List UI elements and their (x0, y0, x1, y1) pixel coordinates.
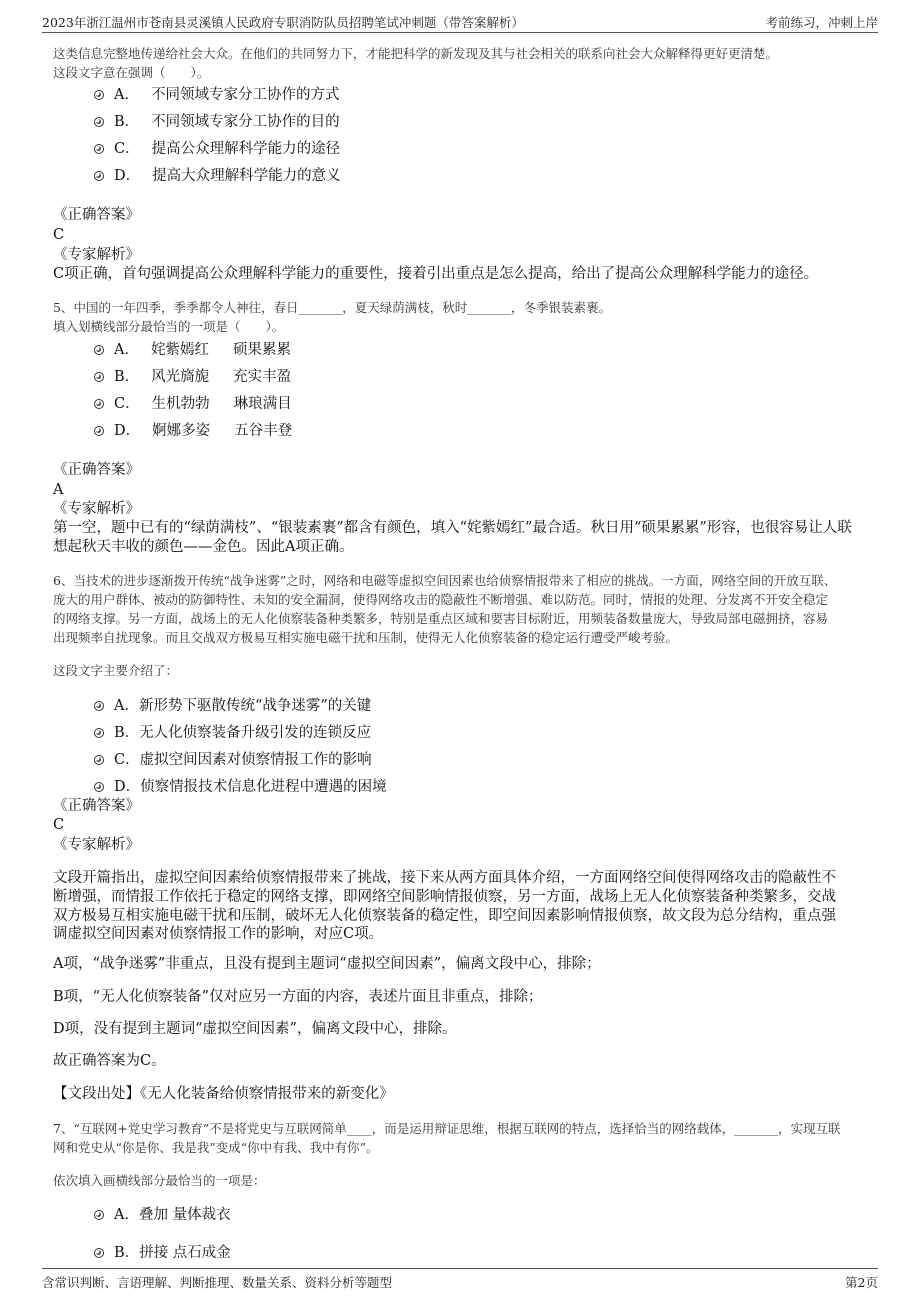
radio-icon[interactable] (94, 755, 104, 765)
radio-icon[interactable] (94, 171, 104, 181)
q6-source: 【文段出处】《无人化装备给侦察情报带来的新变化》 (53, 1086, 394, 1102)
q6-option-c[interactable]: C．虚拟空间因素对侦察情报工作的影响 (94, 750, 372, 770)
page-number: 第2页 (845, 1275, 878, 1290)
q4-option-c[interactable]: C． 提高公众理解科学能力的途径 (94, 139, 340, 159)
q6-stem-line: 6、当技术的进步逐渐拨开传统“战争迷雾”之时，网络和电磁等虚拟空间因素也给侦察情报带来了相应的挑战。一方面，网络空间的开放互联、 (53, 573, 837, 588)
radio-icon[interactable] (94, 728, 104, 738)
q5-answer-label: 《正确答案》 (53, 462, 140, 478)
page-footer (42, 1268, 878, 1291)
q4-ask: 这段文字意在强调（ ）。 (53, 65, 210, 80)
radio-icon[interactable] (94, 90, 104, 100)
q6-ask: 这段文字主要介绍了： (53, 663, 179, 678)
q6-analysis-label: 《专家解析》 (53, 837, 140, 853)
radio-icon[interactable] (94, 1210, 104, 1220)
q6-analysis-line: 断增强，而情报工作依托于稳定的网络支撑，即网络空间影响情报侦察，另一方面，战场上无人化侦察装备种类繁多，交战 (53, 889, 836, 905)
q4-analysis-label: 《专家解析》 (53, 247, 140, 263)
q6-answer-label: 《正确答案》 (53, 798, 140, 814)
q6-analysis-line: 双方极易互相实施电磁干扰和压制，破坏无人化侦察装备的稳定性，即空间因素影响情报侦察，故文段为总分结构，重点强 (53, 908, 836, 924)
q5-stem: 5、中国的一年四季，季季都令人神往，春日_______，夏天绿荫满枝，秋时_______，冬季银装素裹。 (53, 300, 611, 315)
q4-answer: C (53, 227, 65, 243)
q6-stem-line: 出现频率自扰现象。而且交战双方极易互相实施电磁干扰和压制，使得无人化侦察装备的稳定运行遭受严峻考验。 (53, 630, 679, 645)
q4-option-a[interactable]: A． 不同领域专家分工协作的方式 (94, 85, 339, 105)
q6-note-d: D项，没有提到主题词“虚拟空间因素”，偏离文段中心，排除。 (53, 1021, 457, 1037)
q4-stem-line: 这类信息完整地传递给社会大众。在他们的共同努力下，才能把科学的新发现及其与社会相关的联系向社会大众解释得更好更清楚。 (53, 46, 779, 61)
radio-icon[interactable] (94, 144, 104, 154)
page-header (42, 10, 878, 33)
document-title: 2023年浙江温州市苍南县灵溪镇人民政府专职消防队员招聘笔试冲刺题（带答案解析） (42, 15, 524, 30)
q5-option-a[interactable]: A． 姹紫嫣红 硕果累累 (94, 340, 291, 360)
radio-icon[interactable] (94, 117, 104, 127)
q7-option-a[interactable]: A．叠加 量体裁衣 (94, 1205, 231, 1225)
q6-note-a: A项，“战争迷雾”非重点，且没有提到主题词“虚拟空间因素”，偏离文段中心，排除； (53, 956, 601, 972)
q4-answer-label: 《正确答案》 (53, 207, 140, 223)
radio-icon[interactable] (94, 1248, 104, 1258)
q5-analysis-label: 《专家解析》 (53, 501, 140, 517)
q6-option-a[interactable]: A．新形势下驱散传统“战争迷雾”的关键 (94, 696, 371, 716)
radio-icon[interactable] (94, 782, 104, 792)
q5-option-b[interactable]: B． 风光旖旎 充实丰盈 (94, 367, 291, 387)
q7-stem-line: 网和党史从“你是你、我是我”变成“你中有我、我中有你”。 (53, 1140, 379, 1155)
q5-option-c[interactable]: C． 生机勃勃 琳琅满目 (94, 394, 292, 414)
q7-stem-line: 7、“互联网+党史学习教育”不是将党史与互联网简单____，而是运用辩证思维，根据互联网的特点，选择恰当的网络载体，_______，实现互联 (53, 1121, 841, 1136)
q7-option-b[interactable]: B．拼接 点石成金 (94, 1243, 231, 1263)
radio-icon[interactable] (94, 426, 104, 436)
q4-analysis: C项正确，首句强调提高公众理解科学能力的重要性，接着引出重点是怎么提高，给出了提高公众理解科学能力的途径。 (53, 266, 819, 282)
q6-answer: C (53, 817, 65, 833)
q6-analysis-line: 文段开篇指出，虚拟空间因素给侦察情报带来了挑战，接下来从两方面具体介绍，一方面网络空间使得网络攻击的隐蔽性不 (53, 870, 836, 886)
q6-option-b[interactable]: B．无人化侦察装备升级引发的连锁反应 (94, 723, 371, 743)
q5-analysis-line: 想起秋天丰收的颜色——金色。因此A项正确。 (53, 539, 354, 555)
q5-analysis-line: 第一空，题中已有的“绿荫满枝”、“银装素裹”都含有颜色，填入“姹紫嫣红”最合适。秋日用“硕果累累”形容，也很容易让人联 (53, 520, 852, 536)
footer-topics: 含常识判断、言语理解、判断推理、数量关系、资料分析等题型 (42, 1275, 393, 1290)
q4-option-b[interactable]: B． 不同领域专家分工协作的目的 (94, 112, 340, 132)
q5-option-d[interactable]: D． 婀娜多姿 五谷丰登 (94, 421, 292, 441)
q4-option-d[interactable]: D． 提高大众理解科学能力的意义 (94, 166, 341, 186)
q6-stem-line: 的网络支撑。另一方面，战场上的无人化侦察装备种类繁多，特别是重点区域和要害目标附近，用频装备数量庞大，导致局部电磁拥挤，容易 (53, 611, 829, 626)
q6-stem-line: 庞大的用户群体、被动的防御特性、未知的安全漏洞，使得网络攻击的隐蔽性不断增强、难以防范。同时，情报的处理、分发离不开安全稳定 (53, 592, 829, 607)
q5-ask: 填入划横线部分最恰当的一项是（ ）。 (53, 319, 285, 334)
radio-icon[interactable] (94, 399, 104, 409)
q6-conclusion: 故正确答案为C。 (53, 1053, 166, 1069)
q6-option-d[interactable]: D．侦察情报技术信息化进程中遭遇的困境 (94, 777, 387, 797)
radio-icon[interactable] (94, 372, 104, 382)
radio-icon[interactable] (94, 345, 104, 355)
radio-icon[interactable] (94, 701, 104, 711)
q6-note-b: B项，“无人化侦察装备”仅对应另一方面的内容，表述片面且非重点，排除； (53, 989, 543, 1005)
header-slogan: 考前练习，冲刺上岸 (765, 15, 878, 30)
q5-answer: A (53, 482, 64, 498)
q6-analysis-line: 调虚拟空间因素对侦察情报工作的影响，对应C项。 (53, 926, 384, 942)
q7-ask: 依次填入画横线部分最恰当的一项是： (53, 1173, 266, 1188)
